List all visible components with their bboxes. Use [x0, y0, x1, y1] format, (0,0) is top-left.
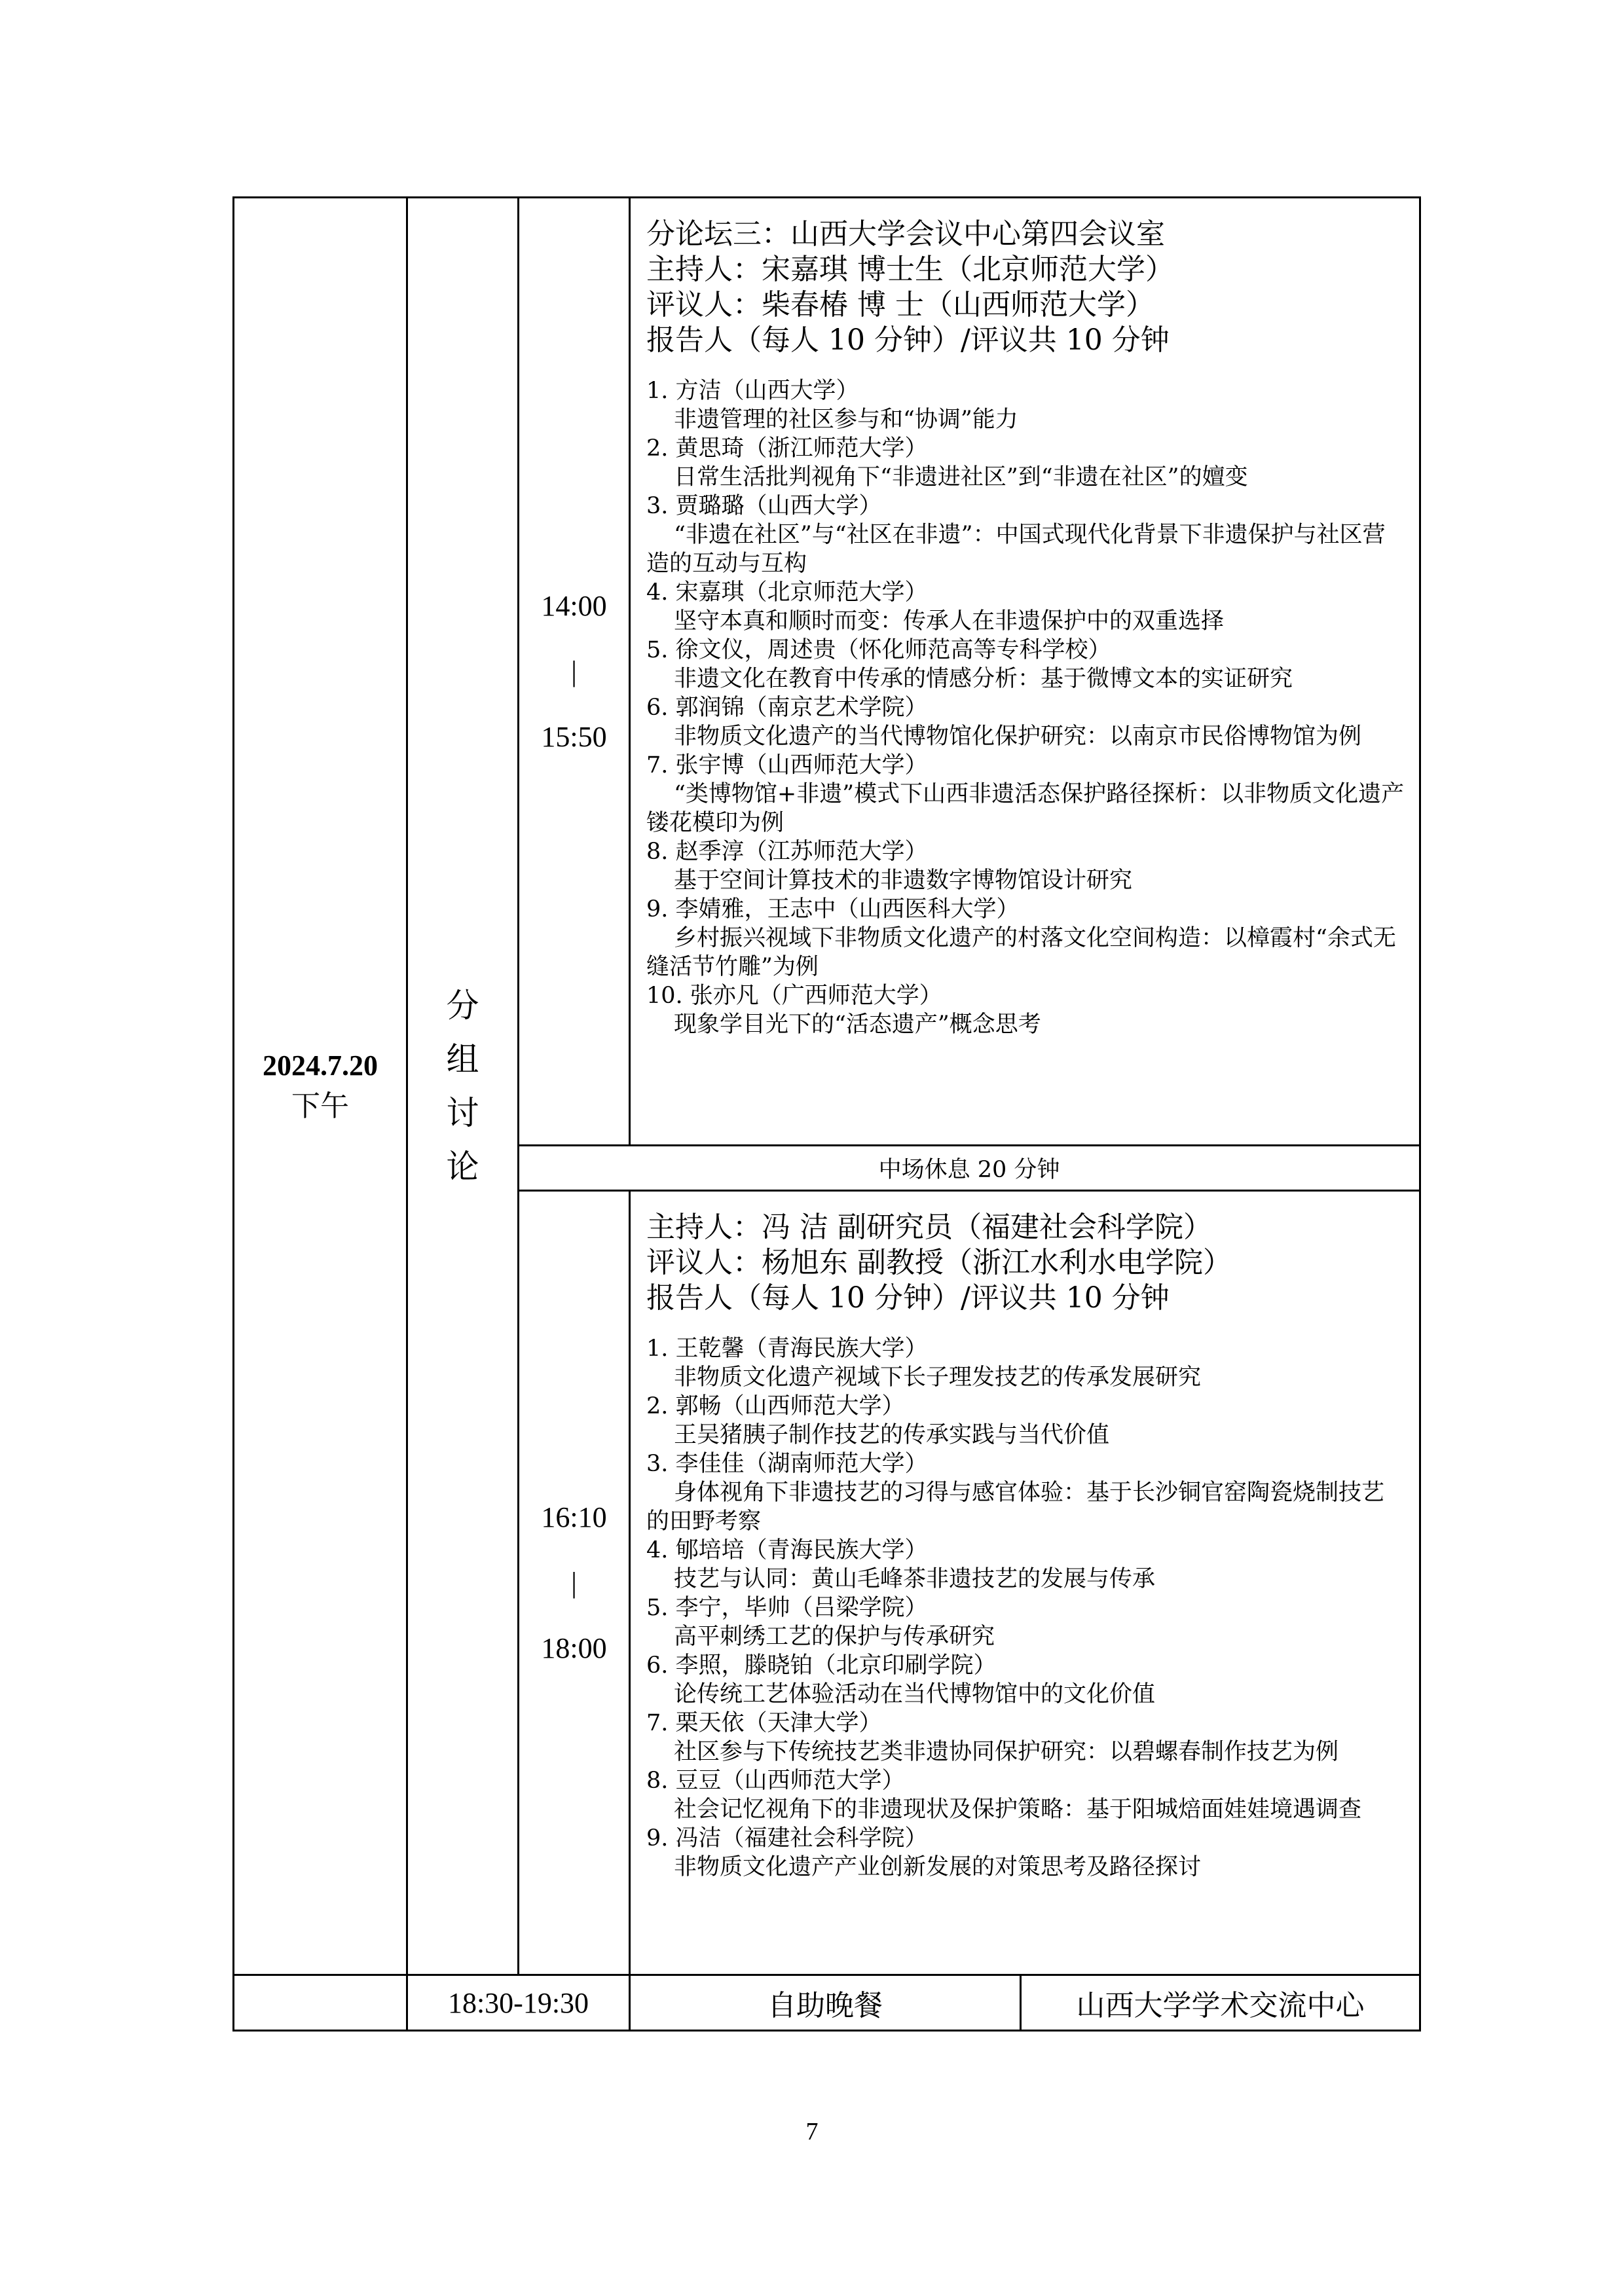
speaker-name: 4. 郇培培（青海民族大学）: [646, 1537, 928, 1563]
talk-title: “类博物馆+非遗”模式下山西非遗活态保护路径探析：以非物质文化遗产镂花模印为例: [646, 781, 1405, 836]
speaker-name: 5. 徐文仪，周述贵（怀化师范高等专科学校）: [646, 637, 1111, 663]
speaker-name: 10. 张亦凡（广西师范大学）: [646, 983, 942, 1009]
list-item: [646, 1334, 1406, 1392]
talk-title: 高平刺绣工艺的保护与传承研究: [674, 1624, 995, 1650]
list-item: [646, 376, 1406, 434]
speaker-name: 1. 王乾馨（青海民族大学）: [646, 1336, 928, 1362]
talk-title: 坚守本真和顺时而变：传承人在非遗保护中的双重选择: [674, 608, 1225, 634]
list-item: [646, 1824, 1406, 1882]
time-separator: |: [571, 655, 577, 687]
session1-speaker-list: [646, 376, 1406, 1039]
list-item: [646, 1536, 1406, 1594]
dinner-time: 18:30-19:30: [407, 1975, 630, 2031]
talk-title: 社区参与下传统技艺类非遗协同保护研究：以碧螺春制作技艺为例: [674, 1739, 1339, 1765]
list-item: [646, 578, 1406, 636]
list-item: [646, 693, 1406, 751]
speaker-name: 7. 栗天依（天津大学）: [646, 1710, 882, 1736]
session2-end-time: 18:00: [541, 1631, 607, 1664]
speaker-name: 3. 李佳佳（湖南师范大学）: [646, 1451, 928, 1477]
group-discussion-cell: [407, 198, 519, 1975]
list-item: [646, 1594, 1406, 1651]
reporter-rule: 报告人（每人 10 分钟）/评议共 10 分钟: [646, 323, 1170, 357]
list-item: [646, 1449, 1406, 1536]
speaker-name: 3. 贾璐璐（山西大学）: [646, 493, 882, 519]
speaker-name: 2. 黄思琦（浙江师范大学）: [646, 435, 928, 462]
group-char: 讨: [446, 1094, 479, 1132]
session1-end-time: 15:50: [541, 720, 607, 753]
date-text: 2024.7.20: [263, 1049, 378, 1082]
reviewer-line: 评议人：柴春椿 博 士（山西师范大学）: [646, 288, 1154, 321]
talk-title: 非遗管理的社区参与和“协调”能力: [674, 407, 1018, 433]
speaker-name: 7. 张宇博（山西师范大学）: [646, 752, 928, 778]
speaker-name: 6. 李照，滕晓铂（北京印刷学院）: [646, 1652, 997, 1679]
break-row: 中场休息 20 分钟: [519, 1146, 1420, 1191]
session2-speaker-list: [646, 1334, 1406, 1882]
talk-title: 技艺与认同：黄山毛峰茶非遗技艺的发展与传承: [674, 1566, 1156, 1592]
page-number: 7: [805, 2118, 819, 2145]
speaker-name: 9. 冯洁（福建社会科学院）: [646, 1825, 928, 1851]
talk-title: 非物质文化遗产产业创新发展的对策思考及路径探讨: [674, 1854, 1202, 1880]
group-char: 分: [446, 987, 479, 1025]
forum-location: 分论坛三：山西大学会议中心第四会议室: [646, 217, 1165, 251]
talk-title: “非遗在社区”与“社区在非遗”：中国式现代化背景下非遗保护与社区营造的互动与互构: [646, 522, 1386, 577]
schedule-table: [232, 196, 1421, 2032]
talk-title: 日常生活批判视角下“非遗进社区”到“非遗在社区”的嬗变: [674, 464, 1248, 490]
speaker-name: 5. 李宁，毕帅（吕梁学院）: [646, 1595, 928, 1621]
session2-time-cell: [519, 1191, 630, 1975]
session1-start-time: 14:00: [541, 589, 607, 622]
list-item: [646, 636, 1406, 693]
session2-header: [646, 1210, 1406, 1316]
speaker-name: 6. 郭润锦（南京艺术学院）: [646, 695, 928, 721]
speaker-name: 9. 李婧雅，王志中（山西医科大学）: [646, 896, 1020, 922]
talk-title: 社会记忆视角下的非遗现状及保护策略：基于阳城焙面娃娃境遇调查: [674, 1796, 1362, 1823]
list-item: [646, 981, 1406, 1039]
list-item: [646, 895, 1406, 981]
list-item: [646, 837, 1406, 895]
list-item: [646, 1392, 1406, 1449]
dinner-location: 山西大学学术交流中心: [1021, 1975, 1420, 2031]
talk-title: 现象学目光下的“活态遗产”概念思考: [674, 1011, 1041, 1038]
speaker-name: 8. 豆豆（山西师范大学）: [646, 1768, 905, 1794]
group-char: 论: [446, 1148, 479, 1186]
talk-title: 乡村振兴视域下非物质文化遗产的村落文化空间构造：以樟霞村“余式无缝活节竹雕”为例: [646, 925, 1396, 980]
list-item: [646, 1766, 1406, 1824]
list-item: [646, 751, 1406, 837]
session1-header: [646, 217, 1406, 358]
host-line: 主持人：宋嘉琪 博士生（北京师范大学）: [646, 253, 1174, 286]
list-item: [646, 1709, 1406, 1766]
date-cell: [234, 198, 407, 1975]
speaker-name: 8. 赵季淳（江苏师范大学）: [646, 839, 928, 865]
session1-content: [630, 198, 1420, 1146]
session2-start-time: 16:10: [541, 1501, 607, 1533]
speaker-name: 4. 宋嘉琪（北京师范大学）: [646, 579, 928, 606]
list-item: [646, 1651, 1406, 1709]
time-separator: |: [571, 1566, 577, 1599]
speaker-name: 1. 方洁（山西大学）: [646, 378, 859, 404]
talk-title: 身体视角下非遗技艺的习得与感官体验：基于长沙铜官窑陶瓷烧制技艺的田野考察: [646, 1480, 1385, 1535]
empty-date-cell: [234, 1975, 407, 2031]
list-item: [646, 434, 1406, 492]
host-line: 主持人：冯 洁 副研究员（福建社会科学院）: [646, 1211, 1212, 1244]
speaker-name: 2. 郭畅（山西师范大学）: [646, 1393, 905, 1419]
session2-content: [630, 1191, 1420, 1975]
talk-title: 非物质文化遗产视域下长子理发技艺的传承发展研究: [674, 1364, 1202, 1391]
talk-title: 基于空间计算技术的非遗数字博物馆设计研究: [674, 867, 1133, 894]
period-text: 下午: [291, 1089, 349, 1123]
session1-time-cell: [519, 198, 630, 1146]
talk-title: 论传统工艺体验活动在当代博物馆中的文化价值: [674, 1681, 1156, 1707]
talk-title: 王吴猪胰子制作技艺的传承实践与当代价值: [674, 1422, 1110, 1448]
reviewer-line: 评议人：杨旭东 副教授（浙江水利水电学院）: [646, 1246, 1232, 1279]
dinner-activity: 自助晚餐: [630, 1975, 1021, 2031]
talk-title: 非物质文化遗产的当代博物馆化保护研究：以南京市民俗博物馆为例: [674, 723, 1362, 750]
talk-title: 非遗文化在教育中传承的情感分析：基于微博文本的实证研究: [674, 666, 1293, 692]
group-char: 组: [446, 1040, 479, 1078]
reporter-rule: 报告人（每人 10 分钟）/评议共 10 分钟: [646, 1281, 1170, 1315]
list-item: [646, 492, 1406, 578]
